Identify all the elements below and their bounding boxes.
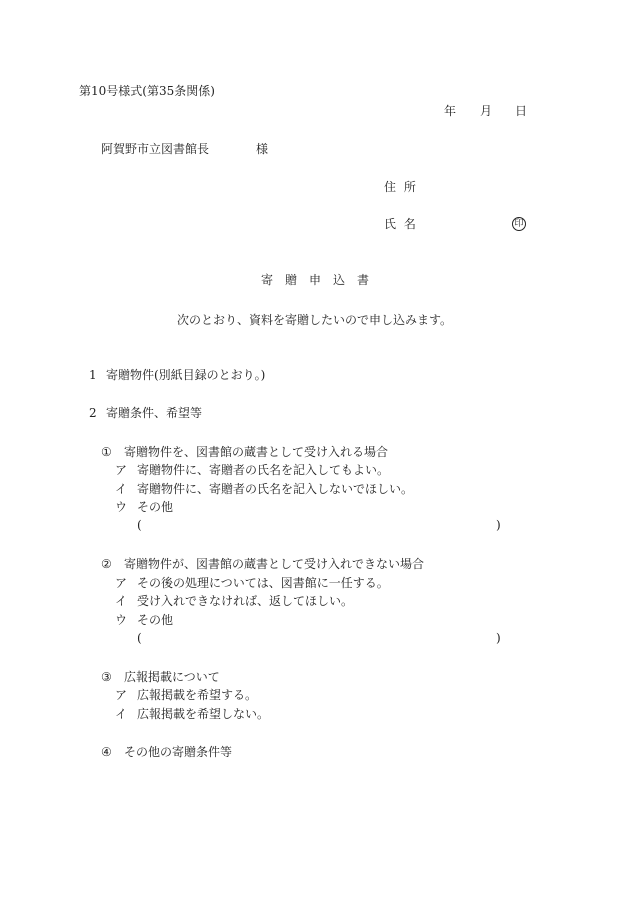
condition-1-heading: 寄贈物件を、図書館の蔵書として受け入れる場合: [124, 445, 389, 459]
condition-2-heading: 寄贈物件が、図書館の蔵書として受け入れできない場合: [124, 557, 425, 571]
condition-3-option-a-letter: ア: [115, 688, 128, 702]
addressee-name: 阿賀野市立図書館長: [101, 142, 210, 156]
condition-4-mark: ④: [101, 745, 112, 759]
condition-1-option-b-letter: イ: [115, 482, 128, 496]
form-number: 第10号様式(第35条関係): [79, 84, 215, 98]
condition-3-option-a-text: 広報掲載を希望する。: [137, 688, 258, 702]
condition-1-paren-close: ): [496, 518, 501, 532]
condition-1-option-c-letter: ウ: [115, 500, 128, 514]
condition-2-option-a-letter: ア: [115, 576, 128, 590]
item-2-label: 寄贈条件、希望等: [106, 406, 203, 420]
condition-2-option-c-text: その他: [137, 613, 174, 627]
date-month: 月: [480, 104, 493, 118]
condition-2-paren-close: ): [496, 631, 501, 645]
condition-2-option-b-text: 受け入れできなければ、返してほしい。: [137, 594, 354, 608]
condition-1-option-b-text: 寄贈物件に、寄贈者の氏名を記入しないでほしい。: [137, 482, 414, 496]
condition-4-heading: その他の寄贈条件等: [124, 745, 233, 759]
item-2-number: 2: [89, 406, 97, 420]
name-label: 氏 名: [384, 217, 416, 231]
condition-2-option-a-text: その後の処理については、図書館に一任する。: [137, 576, 389, 590]
condition-3-option-b-letter: イ: [115, 707, 128, 721]
condition-1-option-a-text: 寄贈物件に、寄贈者の氏名を記入してもよい。: [137, 463, 390, 477]
condition-2-paren-open: (: [137, 631, 142, 645]
condition-1-paren-open: (: [137, 518, 142, 532]
condition-2-option-c-letter: ウ: [115, 613, 128, 627]
condition-3-option-b-text: 広報掲載を希望しない。: [137, 707, 270, 721]
condition-1-mark: ①: [101, 445, 112, 459]
condition-1-option-a-letter: ア: [115, 463, 128, 477]
condition-1-option-c-text: その他: [137, 500, 174, 514]
seal-mark: 印: [512, 217, 526, 231]
document-title: 寄 贈 申 込 書: [261, 273, 370, 287]
item-1-number: 1: [89, 368, 97, 382]
condition-2-mark: ②: [101, 557, 112, 571]
date-year: 年: [444, 104, 457, 118]
condition-3-mark: ③: [101, 670, 112, 684]
condition-2-option-b-letter: イ: [115, 594, 128, 608]
address-label: 住 所: [384, 180, 416, 194]
condition-3-heading: 広報掲載について: [124, 670, 220, 684]
date-day: 日: [515, 104, 528, 118]
intro-text: 次のとおり、資料を寄贈したいので申し込みます。: [177, 313, 453, 327]
addressee-honorific: 様: [256, 142, 269, 156]
item-1-label: 寄贈物件(別紙目録のとおり。): [106, 368, 266, 382]
